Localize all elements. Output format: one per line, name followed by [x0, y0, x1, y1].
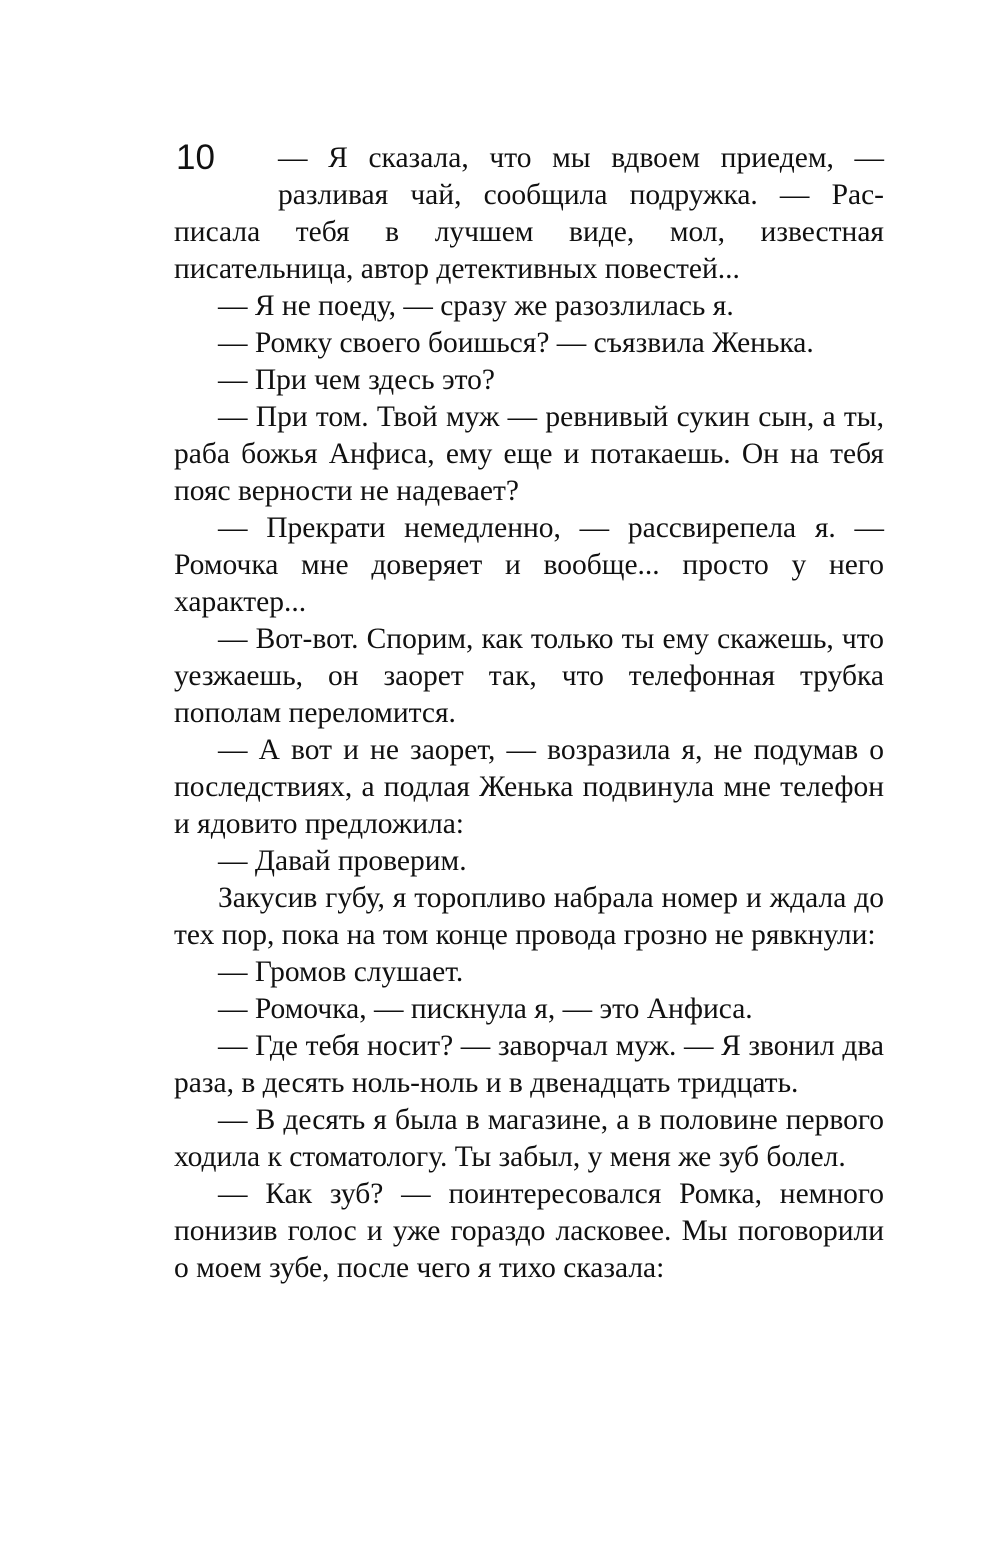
paragraph: — Как зуб? — поинтересовался Ромка, немного понизив голос и уже гораздо ласковее. Мы поговорили о моем зубе, после чего я тихо сказала: [174, 1178, 884, 1284]
paragraph: — Давай проверим. [218, 845, 467, 877]
paragraph-line: писала тебя в лучшем виде, мол, известная писательница, автор детективных повестей... [174, 216, 884, 285]
paragraph: — Ромочка, — пискнула я, — это Анфиса. [218, 993, 753, 1025]
page-number: 10 [176, 138, 215, 177]
paragraph-line: разливая чай, сообщила подружка. — Рас- [278, 179, 884, 211]
paragraph: — Громов слушает. [218, 956, 464, 988]
paragraph: — В десять я была в магазине, а в половине первого ходила к стоматологу. Ты забыл, у меня же зуб болел. [174, 1104, 884, 1173]
paragraph: — При чем здесь это? [218, 364, 495, 396]
paragraph: — Я не поеду, — сразу же разозлилась я. [218, 290, 734, 322]
paragraph-line: — Я сказала, что мы вдвоем приедем, — [278, 142, 884, 174]
paragraph: — Вот-вот. Спорим, как только ты ему скажешь, что уезжаешь, он заорет так, что телефонная трубка пополам переломится. [174, 623, 884, 729]
paragraph: — А вот и не заорет, — возразила я, не подумав о последствиях, а подлая Женька подвинула мне телефон и ядовито предложила: [174, 734, 884, 840]
paragraph: — Ромку своего боишься? — съязвила Женька. [218, 327, 814, 359]
book-text [174, 140, 884, 1287]
paragraph: Закусив губу, я торопливо набрала номер и ждала до тех пор, пока на том конце провода грозно не рявкнули: [174, 882, 884, 951]
paragraph: — Где тебя носит? — заворчал муж. — Я звонил два раза, в десять ноль-ноль и в двенадцать тридцать. [174, 1030, 884, 1099]
paragraph: — Прекрати немедленно, — рассвирепела я. — Ромочка мне доверяет и вообще... просто у него характер... [174, 512, 884, 618]
paragraph: — При том. Твой муж — ревнивый сукин сын, а ты, раба божья Анфиса, ему еще и потакаешь. Он на тебя пояс верности не надевает? [174, 401, 884, 507]
paragraph [174, 140, 884, 288]
